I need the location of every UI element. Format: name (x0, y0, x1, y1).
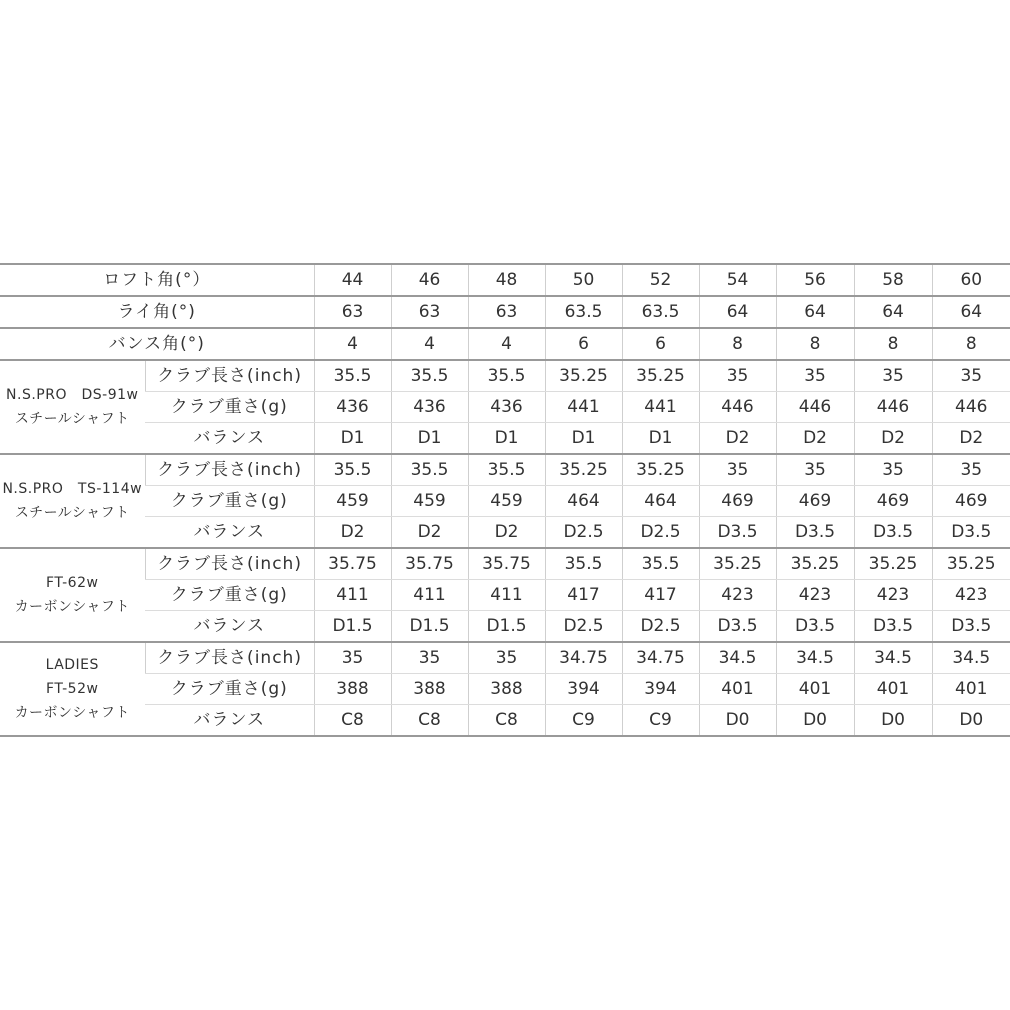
spec-value-cell: 8 (854, 328, 932, 360)
spec-value-cell: D3.5 (699, 611, 776, 643)
spec-value-cell: 35.5 (468, 454, 545, 486)
spec-value-cell: 459 (314, 486, 391, 517)
spec-value-cell: C8 (391, 705, 468, 737)
spec-row-label: クラブ長さ(inch) (145, 454, 314, 486)
spec-value-cell: 54 (699, 264, 776, 296)
spec-value-cell: 35.75 (468, 548, 545, 580)
spec-row (0, 705, 1010, 737)
spec-row-label: クラブ長さ(inch) (145, 642, 314, 674)
spec-value-cell: D2 (854, 423, 932, 455)
spec-value-cell: 35 (699, 454, 776, 486)
spec-value-cell: 411 (468, 580, 545, 611)
shaft-name-cell (0, 360, 145, 454)
spec-value-cell: 35 (468, 642, 545, 674)
spec-value-cell: D2 (391, 517, 468, 549)
spec-value-cell: 64 (699, 296, 776, 328)
spec-value-cell: 394 (622, 674, 699, 705)
spec-value-cell: 423 (854, 580, 932, 611)
spec-row-label: バンス角(°) (0, 328, 314, 360)
spec-value-cell: 446 (932, 392, 1010, 423)
spec-value-cell: 4 (391, 328, 468, 360)
shaft-name-line: LADIES (45, 657, 99, 673)
spec-value-cell: 388 (391, 674, 468, 705)
spec-value-cell: 50 (545, 264, 622, 296)
spec-value-cell: 417 (622, 580, 699, 611)
spec-value-cell: 35 (776, 360, 854, 392)
spec-value-cell: 436 (468, 392, 545, 423)
spec-value-cell: 63 (391, 296, 468, 328)
shaft-name-cell (0, 454, 145, 548)
spec-value-cell: 459 (391, 486, 468, 517)
spec-value-cell: 64 (776, 296, 854, 328)
spec-value-cell: D3.5 (932, 611, 1010, 643)
spec-value-cell: C9 (545, 705, 622, 737)
spec-value-cell: 4 (468, 328, 545, 360)
spec-value-cell: D3.5 (932, 517, 1010, 549)
spec-value-cell: 35.25 (932, 548, 1010, 580)
spec-value-cell: 446 (854, 392, 932, 423)
spec-row (0, 296, 1010, 328)
spec-row (0, 392, 1010, 423)
spec-value-cell: D0 (854, 705, 932, 737)
spec-row (0, 328, 1010, 360)
spec-value-cell: 48 (468, 264, 545, 296)
spec-value-cell: 35.25 (699, 548, 776, 580)
spec-value-cell: 8 (699, 328, 776, 360)
spec-row-label: クラブ重さ(g) (145, 486, 314, 517)
spec-row-label: クラブ長さ(inch) (145, 360, 314, 392)
spec-value-cell: 34.5 (932, 642, 1010, 674)
spec-row (0, 486, 1010, 517)
spec-value-cell: D2.5 (545, 517, 622, 549)
spec-value-cell: D1 (545, 423, 622, 455)
spec-value-cell: C8 (468, 705, 545, 737)
spec-value-cell: 34.5 (854, 642, 932, 674)
spec-row-label: バランス (145, 517, 314, 549)
spec-value-cell: D3.5 (854, 611, 932, 643)
spec-value-cell: 436 (314, 392, 391, 423)
spec-value-cell: 58 (854, 264, 932, 296)
spec-value-cell: D3.5 (699, 517, 776, 549)
spec-value-cell: 446 (776, 392, 854, 423)
spec-value-cell: D3.5 (854, 517, 932, 549)
spec-value-cell: 35.5 (468, 360, 545, 392)
spec-value-cell: 464 (545, 486, 622, 517)
shaft-name-cell (0, 642, 145, 736)
spec-value-cell: 464 (622, 486, 699, 517)
spec-value-cell: 35.25 (545, 360, 622, 392)
spec-value-cell: 35.75 (391, 548, 468, 580)
spec-value-cell: D1 (314, 423, 391, 455)
spec-value-cell: C9 (622, 705, 699, 737)
spec-row (0, 360, 1010, 392)
spec-value-cell: 34.75 (545, 642, 622, 674)
spec-value-cell: D2 (699, 423, 776, 455)
spec-value-cell: 411 (314, 580, 391, 611)
spec-value-cell: 469 (932, 486, 1010, 517)
spec-value-cell: 446 (699, 392, 776, 423)
spec-value-cell: 35.5 (391, 360, 468, 392)
spec-row-label: クラブ重さ(g) (145, 580, 314, 611)
spec-value-cell: 60 (932, 264, 1010, 296)
spec-row (0, 548, 1010, 580)
spec-value-cell: 441 (622, 392, 699, 423)
spec-row (0, 454, 1010, 486)
spec-value-cell: 35 (699, 360, 776, 392)
spec-value-cell: 423 (776, 580, 854, 611)
shaft-name-line: スチールシャフト (14, 505, 130, 521)
spec-value-cell: 35.25 (776, 548, 854, 580)
spec-value-cell: C8 (314, 705, 391, 737)
spec-value-cell: 52 (622, 264, 699, 296)
spec-row-label: ロフト角(°） (0, 264, 314, 296)
spec-value-cell: 423 (932, 580, 1010, 611)
spec-value-cell: 469 (854, 486, 932, 517)
shaft-name-line: N.S.PRO TS-114w (2, 481, 143, 497)
spec-value-cell: 64 (932, 296, 1010, 328)
spec-row-label: バランス (145, 705, 314, 737)
spec-value-cell: 35.25 (622, 454, 699, 486)
spec-value-cell: 6 (545, 328, 622, 360)
spec-value-cell: 35.5 (314, 454, 391, 486)
spec-row-label: クラブ重さ(g) (145, 674, 314, 705)
spec-value-cell: D2 (468, 517, 545, 549)
spec-value-cell: 46 (391, 264, 468, 296)
spec-value-cell: 4 (314, 328, 391, 360)
spec-row (0, 674, 1010, 705)
spec-value-cell: D1 (391, 423, 468, 455)
spec-value-cell: 401 (699, 674, 776, 705)
spec-value-cell: D1.5 (391, 611, 468, 643)
spec-value-cell: D3.5 (776, 611, 854, 643)
spec-value-cell: 35.5 (391, 454, 468, 486)
spec-value-cell: 441 (545, 392, 622, 423)
spec-value-cell: D1 (622, 423, 699, 455)
spec-value-cell: 34.75 (622, 642, 699, 674)
spec-value-cell: 8 (776, 328, 854, 360)
spec-value-cell: D2.5 (622, 611, 699, 643)
spec-row-label: クラブ重さ(g) (145, 392, 314, 423)
spec-row-label: バランス (145, 423, 314, 455)
spec-value-cell: 35.5 (545, 548, 622, 580)
spec-value-cell: 35.25 (854, 548, 932, 580)
spec-row (0, 264, 1010, 296)
spec-value-cell: D0 (776, 705, 854, 737)
spec-table (0, 263, 1010, 737)
spec-value-cell: 34.5 (699, 642, 776, 674)
spec-value-cell: 8 (932, 328, 1010, 360)
spec-value-cell: 63 (314, 296, 391, 328)
spec-value-cell: 388 (314, 674, 391, 705)
spec-row (0, 423, 1010, 455)
spec-value-cell: D0 (932, 705, 1010, 737)
spec-row (0, 642, 1010, 674)
spec-value-cell: 401 (854, 674, 932, 705)
spec-value-cell: D1.5 (314, 611, 391, 643)
spec-value-cell: 388 (468, 674, 545, 705)
shaft-name-line: カーボンシャフト (14, 705, 130, 721)
shaft-name-line: FT-62w (46, 575, 99, 591)
spec-value-cell: 401 (776, 674, 854, 705)
spec-row-label: バランス (145, 611, 314, 643)
spec-value-cell: D2 (932, 423, 1010, 455)
shaft-name-line: カーボンシャフト (14, 599, 130, 615)
spec-value-cell: 35 (932, 454, 1010, 486)
spec-value-cell: 35 (854, 360, 932, 392)
spec-value-cell: D3.5 (776, 517, 854, 549)
spec-value-cell: 423 (699, 580, 776, 611)
spec-value-cell: 469 (776, 486, 854, 517)
spec-value-cell: 411 (391, 580, 468, 611)
spec-value-cell: 394 (545, 674, 622, 705)
spec-value-cell: 35 (314, 642, 391, 674)
spec-value-cell: 401 (932, 674, 1010, 705)
spec-value-cell: D2.5 (545, 611, 622, 643)
spec-row-label: クラブ長さ(inch) (145, 548, 314, 580)
spec-value-cell: 63.5 (545, 296, 622, 328)
spec-value-cell: 6 (622, 328, 699, 360)
spec-value-cell: 35 (776, 454, 854, 486)
spec-value-cell: D0 (699, 705, 776, 737)
spec-row (0, 611, 1010, 643)
shaft-name-cell (0, 548, 145, 642)
spec-value-cell: 469 (699, 486, 776, 517)
spec-row (0, 517, 1010, 549)
spec-row-label: ライ角(°) (0, 296, 314, 328)
shaft-name-line: FT-52w (46, 681, 99, 697)
spec-value-cell: 459 (468, 486, 545, 517)
spec-value-cell: 35 (854, 454, 932, 486)
spec-value-cell: 35.5 (622, 548, 699, 580)
spec-value-cell: 34.5 (776, 642, 854, 674)
shaft-name-line: スチールシャフト (14, 411, 130, 427)
spec-row (0, 580, 1010, 611)
spec-value-cell: 44 (314, 264, 391, 296)
shaft-name-line: N.S.PRO DS-91w (6, 387, 139, 403)
spec-value-cell: 63.5 (622, 296, 699, 328)
spec-value-cell: 35.25 (622, 360, 699, 392)
spec-value-cell: 436 (391, 392, 468, 423)
spec-value-cell: D1 (468, 423, 545, 455)
spec-table-body (0, 264, 1010, 736)
spec-value-cell: 35.5 (314, 360, 391, 392)
spec-value-cell: 35.75 (314, 548, 391, 580)
spec-value-cell: 63 (468, 296, 545, 328)
spec-value-cell: 35 (932, 360, 1010, 392)
spec-value-cell: D2 (776, 423, 854, 455)
spec-value-cell: D1.5 (468, 611, 545, 643)
spec-value-cell: 56 (776, 264, 854, 296)
spec-value-cell: D2.5 (622, 517, 699, 549)
spec-value-cell: D2 (314, 517, 391, 549)
spec-value-cell: 417 (545, 580, 622, 611)
spec-value-cell: 35 (391, 642, 468, 674)
spec-value-cell: 35.25 (545, 454, 622, 486)
spec-value-cell: 64 (854, 296, 932, 328)
